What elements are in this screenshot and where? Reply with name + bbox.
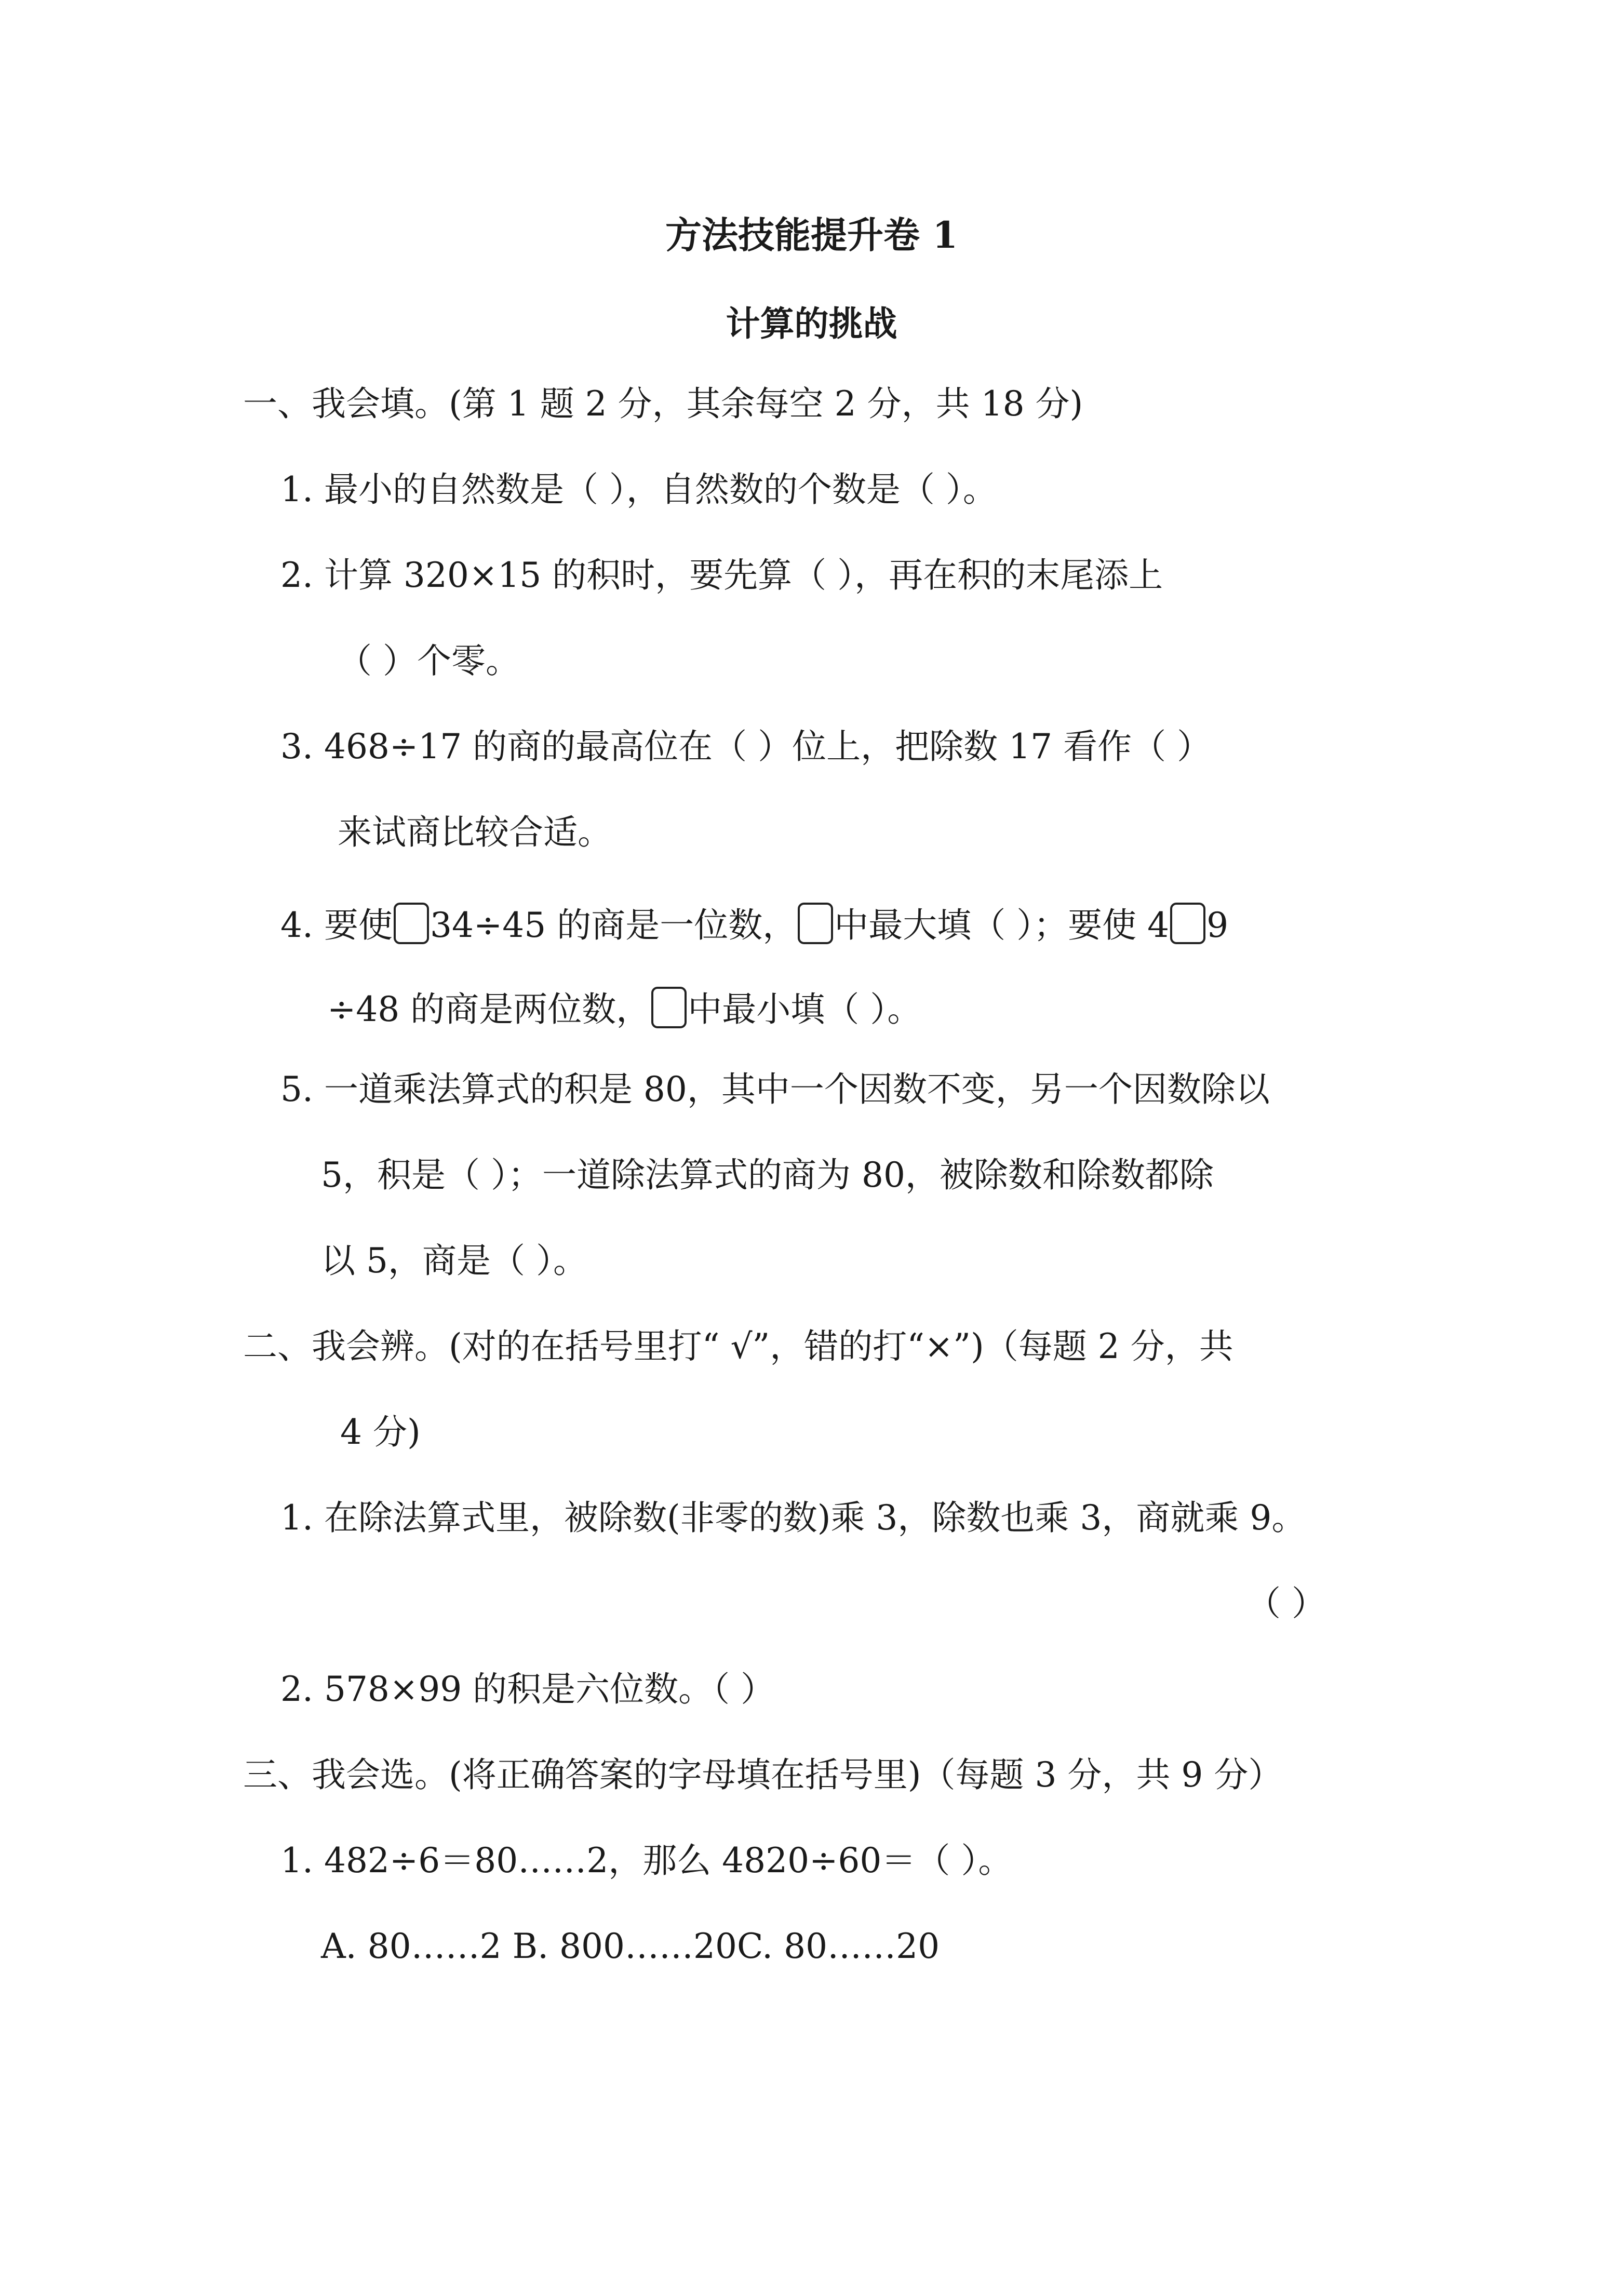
question-2-1: 1. 在除法算式里，被除数(非零的数)乘 3，除数也乘 3，商就乘 9。 bbox=[280, 1498, 1306, 1538]
question-3-1-options: A. 80……2 B. 800……20C. 80……20 bbox=[321, 1926, 940, 1966]
question-1-4-line-1 bbox=[280, 903, 1228, 944]
section-2-heading-line-1: 二、我会辨。(对的在括号里打“ √”，错的打“×”)（每题 2 分，共 bbox=[243, 1326, 1233, 1366]
question-2-2: 2. 578×99 的积是六位数。（ ） bbox=[280, 1669, 775, 1709]
question-1-4-line-2 bbox=[327, 987, 921, 1028]
question-1-2-line-1: 2. 计算 320×15 的积时，要先算（ ），再在积的末尾添上 bbox=[280, 555, 1163, 595]
q4-text-l2b: 中最小填（ ）。 bbox=[688, 989, 922, 1029]
q4-text-b: 34÷45 的商是一位数， bbox=[430, 905, 797, 945]
blank-box[interactable] bbox=[651, 987, 687, 1028]
question-1-5-line-1: 5. 一道乘法算式的积是 80，其中一个因数不变，另一个因数除以 bbox=[280, 1069, 1270, 1109]
question-1-3-line-1: 3. 468÷17 的商的最高位在（ ）位上，把除数 17 看作（ ） bbox=[280, 727, 1212, 767]
section-3-heading: 三、我会选。(将正确答案的字母填在括号里)（每题 3 分，共 9 分） bbox=[243, 1755, 1283, 1795]
q4-text-a: 4. 要使 bbox=[280, 905, 393, 945]
question-1-1: 1. 最小的自然数是（ ），自然数的个数是（ ）。 bbox=[280, 469, 997, 509]
section-1-heading: 一、我会填。(第 1 题 2 分，其余每空 2 分，共 18 分) bbox=[243, 384, 1083, 424]
question-1-2-line-2: （ ）个零。 bbox=[338, 641, 520, 681]
question-1-5-line-3: 以 5，商是（ ）。 bbox=[321, 1241, 587, 1281]
answer-parentheses[interactable]: （ ） bbox=[1246, 1583, 1326, 1623]
q4-text-d: 9 bbox=[1206, 905, 1229, 945]
question-1-3-line-2: 来试商比较合适。 bbox=[338, 812, 612, 852]
blank-box[interactable] bbox=[1170, 903, 1205, 944]
page-subtitle: 计算的挑战 bbox=[726, 303, 897, 344]
question-1-5-line-2: 5，积是（ ）；一道除法算式的商为 80，被除数和除数都除 bbox=[321, 1155, 1214, 1195]
page-title: 方法技能提升卷 1 bbox=[665, 213, 958, 257]
blank-box[interactable] bbox=[798, 903, 833, 944]
q4-text-l2a: ÷48 的商是两位数， bbox=[327, 989, 651, 1029]
q4-text-c: 中最大填（ ）；要使 4 bbox=[834, 905, 1170, 945]
section-2-heading-line-2: 4 分) bbox=[340, 1412, 421, 1452]
blank-box[interactable] bbox=[394, 903, 429, 944]
question-3-1: 1. 482÷6＝80……2，那么 4820÷60＝（ ）。 bbox=[280, 1841, 1013, 1881]
